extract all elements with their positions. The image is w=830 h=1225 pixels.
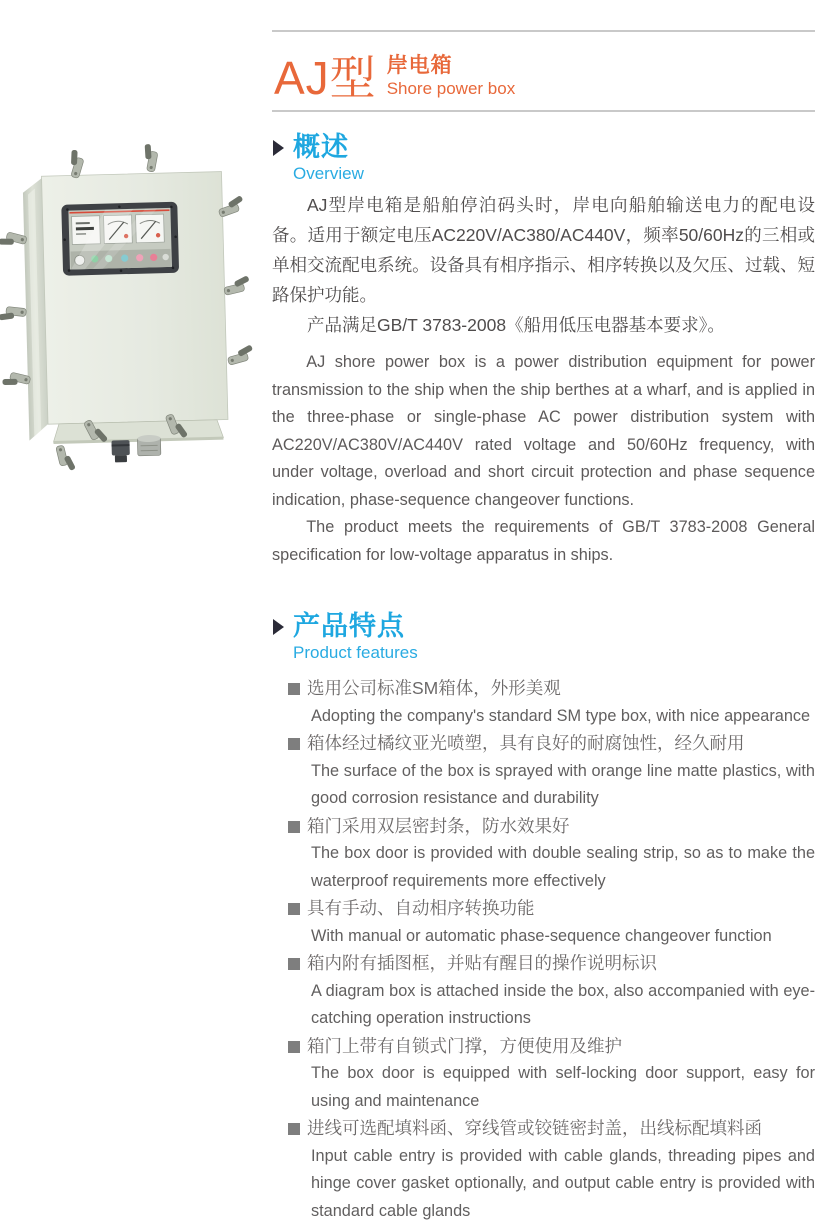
feature-item xyxy=(288,813,815,896)
feature-desc-en: The surface of the box is sprayed with orange line matte plastics, with good corrosion resistance and durability xyxy=(311,758,815,813)
overview-section xyxy=(272,132,815,569)
product-model: AJ型 xyxy=(274,54,377,102)
feature-title-zh: 箱门上带有自锁式门撑，方便使用及维护 xyxy=(307,1033,622,1061)
product-name-zh: 岸电箱 xyxy=(387,54,516,78)
feature-item xyxy=(288,1033,815,1116)
square-bullet-icon xyxy=(288,1041,300,1053)
shore-power-box-illustration xyxy=(4,158,256,464)
product-name-en: Shore power box xyxy=(387,78,516,99)
feature-title-zh: 箱体经过橘纹亚光喷塑，具有良好的耐腐蚀性，经久耐用 xyxy=(307,730,745,758)
product-box-body xyxy=(0,140,258,474)
overview-heading-zh: 概述 xyxy=(293,132,364,162)
overview-heading-en: Overview xyxy=(293,164,364,184)
feature-list xyxy=(272,675,815,1225)
feature-title-zh: 箱门采用双层密封条，防水效果好 xyxy=(307,813,570,841)
section-marker-icon xyxy=(273,619,284,635)
square-bullet-icon xyxy=(288,903,300,915)
feature-item xyxy=(288,1115,815,1225)
feature-title-zh: 具有手动、自动相序转换功能 xyxy=(307,895,535,923)
feature-item xyxy=(288,730,815,813)
section-marker-icon xyxy=(273,140,284,156)
feature-desc-en: The box door is equipped with self-locking door support, easy for using and maintenance xyxy=(311,1060,815,1115)
header-divider-bottom xyxy=(272,110,815,112)
feature-item xyxy=(288,895,815,950)
square-bullet-icon xyxy=(288,683,300,695)
overview-heading xyxy=(272,132,815,184)
features-heading-en: Product features xyxy=(293,643,418,663)
product-photo xyxy=(4,158,256,464)
feature-item xyxy=(288,950,815,1033)
square-bullet-icon xyxy=(288,1123,300,1135)
feature-item xyxy=(288,675,815,730)
feature-desc-en: With manual or automatic phase-sequence changeover function xyxy=(311,923,815,951)
features-heading-zh: 产品特点 xyxy=(293,611,418,641)
features-heading xyxy=(272,611,815,663)
square-bullet-icon xyxy=(288,958,300,970)
feature-title-zh: 箱内附有插图框，并贴有醒目的操作说明标识 xyxy=(307,950,657,978)
product-title xyxy=(272,32,815,110)
content-column xyxy=(272,0,815,1225)
meter-panel-window xyxy=(61,202,179,276)
feature-desc-en: Adopting the company's standard SM type box, with nice appearance xyxy=(311,703,815,731)
overview-paragraph-en-1: AJ shore power box is a power distribution equipment for power transmission to the ship when the ship berthes at a wharf, and is applied in the three-phase or single-phase AC power distribution system with AC220V/AC380V/AC440V rated voltage and 50/60Hz frequency, with under voltage, overload and short circuit protection and phase sequence indication, phase-sequence changeover functions. xyxy=(272,349,815,514)
feature-desc-en: Input cable entry is provided with cable glands, threading pipes and hinge cover gasket optionally, and output cable entry is provided with standard cable glands xyxy=(311,1143,815,1225)
overview-paragraph-zh-2: 产品满足GB/T 3783-2008《船用低压电器基本要求》。 xyxy=(272,310,815,340)
features-section xyxy=(272,611,815,1225)
square-bullet-icon xyxy=(288,738,300,750)
feature-desc-en: A diagram box is attached inside the box, also accompanied with eye-catching operation instructions xyxy=(311,978,815,1033)
overview-paragraph-en-2: The product meets the requirements of GB/T 3783-2008 General specification for low-voltage apparatus in ships. xyxy=(272,514,815,569)
feature-title-zh: 选用公司标准SM箱体，外形美观 xyxy=(307,675,561,703)
overview-paragraph-zh-1: AJ型岸电箱是船舶停泊码头时，岸电向船舶输送电力的配电设备。适用于额定电压AC220V/AC380/AC440V，频率50/60Hz的三相或单相交流配电系统。设备具有相序指示、相序转换以及欠压、过载、短路保护功能。 xyxy=(272,190,815,310)
page-header xyxy=(272,30,815,112)
feature-title-zh: 进线可选配填料函、穿线管或铰链密封盖，出线标配填料函 xyxy=(307,1115,762,1143)
feature-desc-en: The box door is provided with double sealing strip, so as to make the waterproof requirements more effectively xyxy=(311,840,815,895)
square-bullet-icon xyxy=(288,821,300,833)
